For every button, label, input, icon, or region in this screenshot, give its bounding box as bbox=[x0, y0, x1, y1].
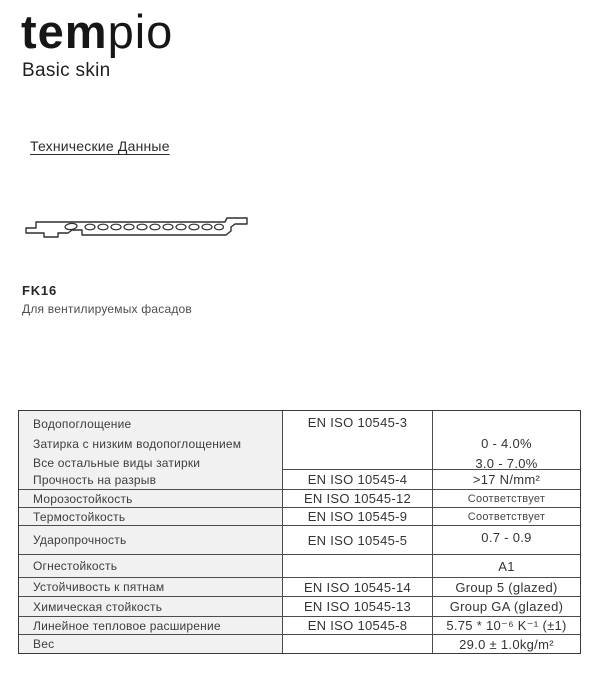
standard-cell: EN ISO 10545-12 bbox=[283, 490, 433, 507]
product-description: Для вентилируемых фасадов bbox=[22, 302, 192, 316]
param-cell: Термостойкость bbox=[19, 508, 283, 525]
table-row-impact-resistance bbox=[19, 526, 580, 555]
table-row-water-absorption bbox=[19, 411, 580, 470]
product-code: FK16 bbox=[22, 283, 57, 298]
technical-data-heading: Технические Данные bbox=[30, 138, 170, 154]
standard-cell bbox=[283, 555, 433, 577]
table-row-stain-resistance bbox=[19, 578, 580, 597]
table-row-tensile-strength bbox=[19, 470, 580, 490]
standard-cell: EN ISO 10545-8 bbox=[283, 617, 433, 634]
param-cell: Ударопрочность bbox=[19, 526, 283, 554]
standard-cell: EN ISO 10545-9 bbox=[283, 508, 433, 525]
value-line: 3.0 - 7.0% bbox=[475, 455, 538, 471]
param-line: Затирка с низким водопоглощением bbox=[33, 436, 242, 451]
standard-cell: EN ISO 10545-5 bbox=[283, 526, 433, 554]
value-cell: 0.7 - 0.9 bbox=[481, 530, 532, 545]
value-cell: 5.75 * 10⁻⁶ K⁻¹ (±1) bbox=[446, 617, 567, 633]
param-cell: Морозостойкость bbox=[19, 490, 283, 507]
spec-table bbox=[18, 410, 581, 654]
standard-cell bbox=[283, 635, 433, 653]
param-cell: Огнестойкость bbox=[19, 555, 283, 577]
standard-cell: EN ISO 10545-4 bbox=[283, 470, 433, 489]
table-row-chemical-resistance bbox=[19, 597, 580, 617]
param-cell: Устойчивость к пятнам bbox=[19, 578, 283, 596]
table-row-fire-resistance bbox=[19, 555, 580, 578]
param-cell: Прочность на разрыв bbox=[19, 470, 283, 489]
value-cell: A1 bbox=[498, 558, 515, 574]
table-row-thermal-expansion bbox=[19, 617, 580, 635]
table-row-frost-resistance bbox=[19, 490, 580, 508]
brand-logo-bold: tem bbox=[21, 5, 108, 58]
brand-logo bbox=[21, 6, 173, 58]
brand-logo-light: pio bbox=[107, 5, 174, 58]
param-cell: Вес bbox=[19, 635, 283, 653]
table-row-thermal-shock bbox=[19, 508, 580, 526]
param-line: Водопоглощение bbox=[33, 417, 132, 431]
value-cell: >17 N/mm² bbox=[472, 472, 541, 487]
value-cell: Соответствует bbox=[467, 510, 546, 523]
panel-cross-section-icon bbox=[20, 216, 250, 242]
table-row-weight bbox=[19, 635, 580, 653]
standard-cell: EN ISO 10545-13 bbox=[283, 597, 433, 616]
param-cell bbox=[19, 411, 283, 474]
value-cell: 29.0 ± 1.0kg/m² bbox=[459, 636, 554, 652]
value-cell: Group GA (glazed) bbox=[449, 599, 564, 614]
param-cell: Линейное тепловое расширение bbox=[19, 617, 283, 634]
product-line-subtitle: Basic skin bbox=[22, 60, 111, 81]
value-cell: Group 5 (glazed) bbox=[455, 579, 558, 595]
value-line: 0 - 4.0% bbox=[481, 436, 532, 451]
standard-cell: EN ISO 10545-3 bbox=[283, 411, 433, 474]
param-cell: Химическая стойкость bbox=[19, 597, 283, 616]
value-cell: Соответствует bbox=[467, 492, 546, 505]
param-line: Все остальные виды затирки bbox=[33, 456, 201, 470]
value-cell bbox=[433, 411, 580, 474]
standard-cell: EN ISO 10545-14 bbox=[283, 578, 433, 596]
